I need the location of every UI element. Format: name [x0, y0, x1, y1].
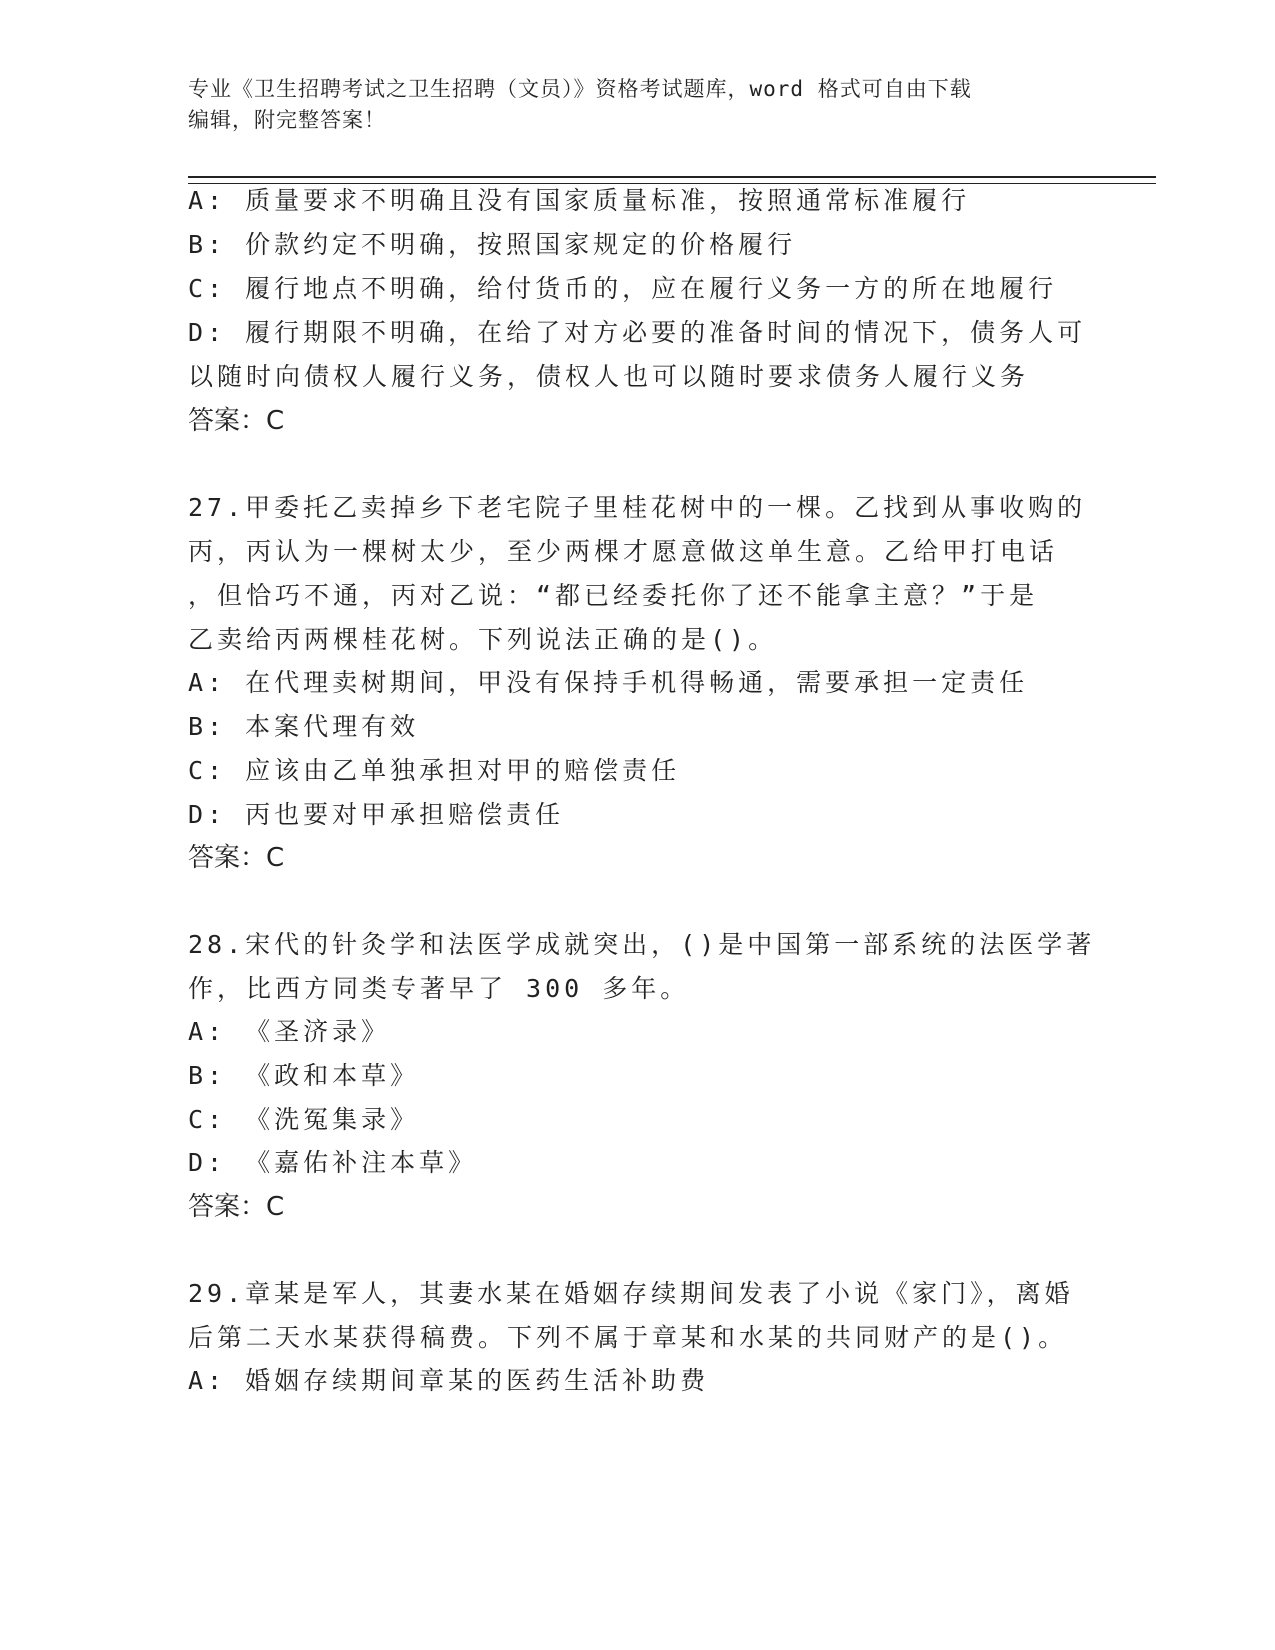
q29-stem-line-2: 后第二天水某获得稿费。下列不属于章某和水某的共同财产的是()。 — [188, 1323, 1068, 1352]
q28-answer: 答案：C — [188, 1192, 285, 1222]
q29-stem-line-1: 29.章某是军人，其妻水某在婚姻存续期间发表了小说《家门》，离婚 — [188, 1279, 1074, 1308]
q27-stem-line-3: ，但恰巧不通，丙对乙说：“都已经委托你了还不能拿主意？”于是 — [188, 581, 1039, 610]
q28-option-b: B: 《政和本草》 — [188, 1061, 420, 1090]
q28-stem-line-1: 28.宋代的针灸学和法医学成就突出，()是中国第一部系统的法医学著 — [188, 930, 1096, 959]
document-header — [188, 74, 1068, 136]
q27-stem-line-2: 丙，丙认为一棵树太少，至少两棵才愿意做这单生意。乙给甲打电话 — [188, 537, 1059, 566]
q29-option-a: A: 婚姻存续期间章某的医药生活补助费 — [188, 1366, 710, 1395]
q27-option-a: A: 在代理卖树期间，甲没有保持手机得畅通，需要承担一定责任 — [188, 668, 1029, 697]
header-line-2: 编辑，附完整答案！ — [188, 108, 386, 132]
q27-stem-line-1: 27.甲委托乙卖掉乡下老宅院子里桂花树中的一棵。乙找到从事收购的 — [188, 493, 1087, 522]
q26-answer: 答案：C — [188, 406, 285, 436]
q27-option-d: D: 丙也要对甲承担赔偿责任 — [188, 800, 565, 829]
header-line-1: 专业《卫生招聘考试之卫生招聘（文员）》资格考试题库，word 格式可自由下载 — [188, 77, 972, 101]
q26-option-c: C: 履行地点不明确，给付货币的，应在履行义务一方的所在地履行 — [188, 274, 1058, 303]
q28-option-a: A: 《圣济录》 — [188, 1017, 391, 1046]
q26-option-a: A: 质量要求不明确且没有国家质量标准，按照通常标准履行 — [188, 186, 971, 215]
q26-option-b: B: 价款约定不明确，按照国家规定的价格履行 — [188, 230, 797, 259]
q26-option-d: D: 履行期限不明确，在给了对方必要的准备时间的情况下，债务人可 — [188, 318, 1087, 347]
q27-answer: 答案：C — [188, 843, 285, 873]
q27-option-c: C: 应该由乙单独承担对甲的赔偿责任 — [188, 756, 681, 785]
q28-stem-line-2: 作，比西方同类专著早了 300 多年。 — [188, 974, 690, 1003]
q26-option-d-cont: 以随时向债权人履行义务，债权人也可以随时要求债务人履行义务 — [188, 362, 1030, 391]
header-divider-thick — [188, 176, 1156, 178]
q27-option-b: B: 本案代理有效 — [188, 712, 420, 741]
q27-stem-line-4: 乙卖给丙两棵桂花树。下列说法正确的是()。 — [188, 625, 778, 654]
q28-option-d: D: 《嘉佑补注本草》 — [188, 1148, 478, 1177]
q28-option-c: C: 《洗冤集录》 — [188, 1105, 420, 1134]
